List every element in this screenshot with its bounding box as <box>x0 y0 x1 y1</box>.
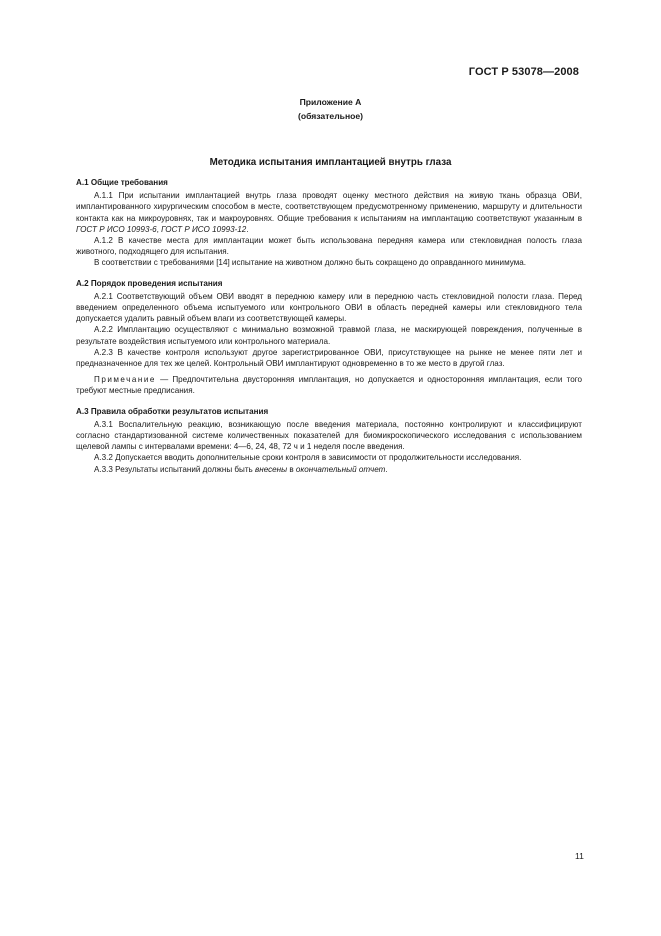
paragraph-text: А.1.1 При испытании имплантацией внутрь глаза проводят оценку местного действия на живую ткань образца ОВИ, имплантированного хирургическим способом в месте, соответствующем предусмотренному применению, маршруту и длительности контакта как на микроуровнях, так и макроуровнях. Общие требования к испытаниям на имплантацию соответствуют указанным в <box>76 191 582 223</box>
paragraph-a2-3: А.2.3 В качестве контроля используют другое зарегистрированное ОВИ, присутствующее на рынке не менее пяти лет и предназначенное для тех же целей. Контрольный ОВИ имплантируют одновременно в то же место в другой глаз. <box>76 347 582 369</box>
paragraph-text: в <box>287 464 296 474</box>
document-code: ГОСТ Р 53078—2008 <box>468 66 579 78</box>
period: . <box>385 464 388 474</box>
note-label: Примечание <box>94 375 156 385</box>
section-heading-a3: А.3 Правила обработки результатов испытания <box>76 406 269 416</box>
paragraph-a3-1: А.3.1 Воспалительную реакцию, возникающую после введения материала, постоянно контролируют и классифицируют согласно стандартизованной системе количественных показателей для биомикроскопического исследования с использованием щелевой лампы с интервалами времени: 4—6, 24, 48, 72 ч и 1 неделя после введения. <box>76 419 582 452</box>
note <box>76 374 582 396</box>
appendix-heading <box>0 95 661 123</box>
standard-reference: ГОСТ Р ИСО 10993-6 <box>76 224 157 234</box>
page-title: Методика испытания имплантацией внутрь глаза <box>209 157 452 168</box>
document-body <box>76 177 582 475</box>
period: . <box>246 224 249 234</box>
paragraph-a3-2: А.3.2 Допускается вводить дополнительные сроки контроля в зависимости от продолжительности исследования. <box>94 453 522 463</box>
paragraph-text: А.3.3 Результаты испытаний должны быть <box>94 464 256 474</box>
paragraph-a1-2: А.1.2 В качестве места для имплантации может быть использована передняя камера или стекловидная полость глаза животного, подходящего для испытания. <box>76 236 582 257</box>
section-heading-a2: А.2 Порядок проведения испытания <box>76 278 223 288</box>
paragraph-a1-1 <box>76 190 582 235</box>
italic-text: внесены <box>255 464 288 474</box>
appendix-status: (обязательное) <box>297 111 364 121</box>
paragraph-a2-2: А.2.2 Имплантацию осуществляют с минимально возможной травмой глаза, не маскирующей повреждения, полученные в результате воздействия испытуемого или контрольного материала. <box>76 325 582 346</box>
appendix-title: Приложение А <box>299 97 362 107</box>
separator: , <box>156 224 162 234</box>
paragraph-a2-1: А.2.1 Соответствующий объем ОВИ вводят в переднюю камеру или в переднюю часть стекловидной полости глаза. Перед введением определенного объема испытуемого или контрольного ОВИ в область передней камеры или стекловидного тела допускается удалить равный объем влаги из соответствующей камеры. <box>76 291 582 324</box>
standard-reference: ГОСТ Р ИСО 10993-12 <box>161 224 247 234</box>
section-heading-a1: А.1 Общие требования <box>76 178 168 187</box>
italic-text: окончательный отчет <box>295 464 386 474</box>
page-number: 11 <box>575 851 584 861</box>
note-text: — Предпочтительна двусторонняя имплантация, но допускается и односторонняя имплантация, если того требуют местные предписания. <box>76 375 582 396</box>
paragraph-a1-3: В соответствии с требованиями [14] испытание на животном должно быть сокращено до оправданного минимума. <box>94 258 527 268</box>
paragraph-a3-3 <box>76 464 582 475</box>
